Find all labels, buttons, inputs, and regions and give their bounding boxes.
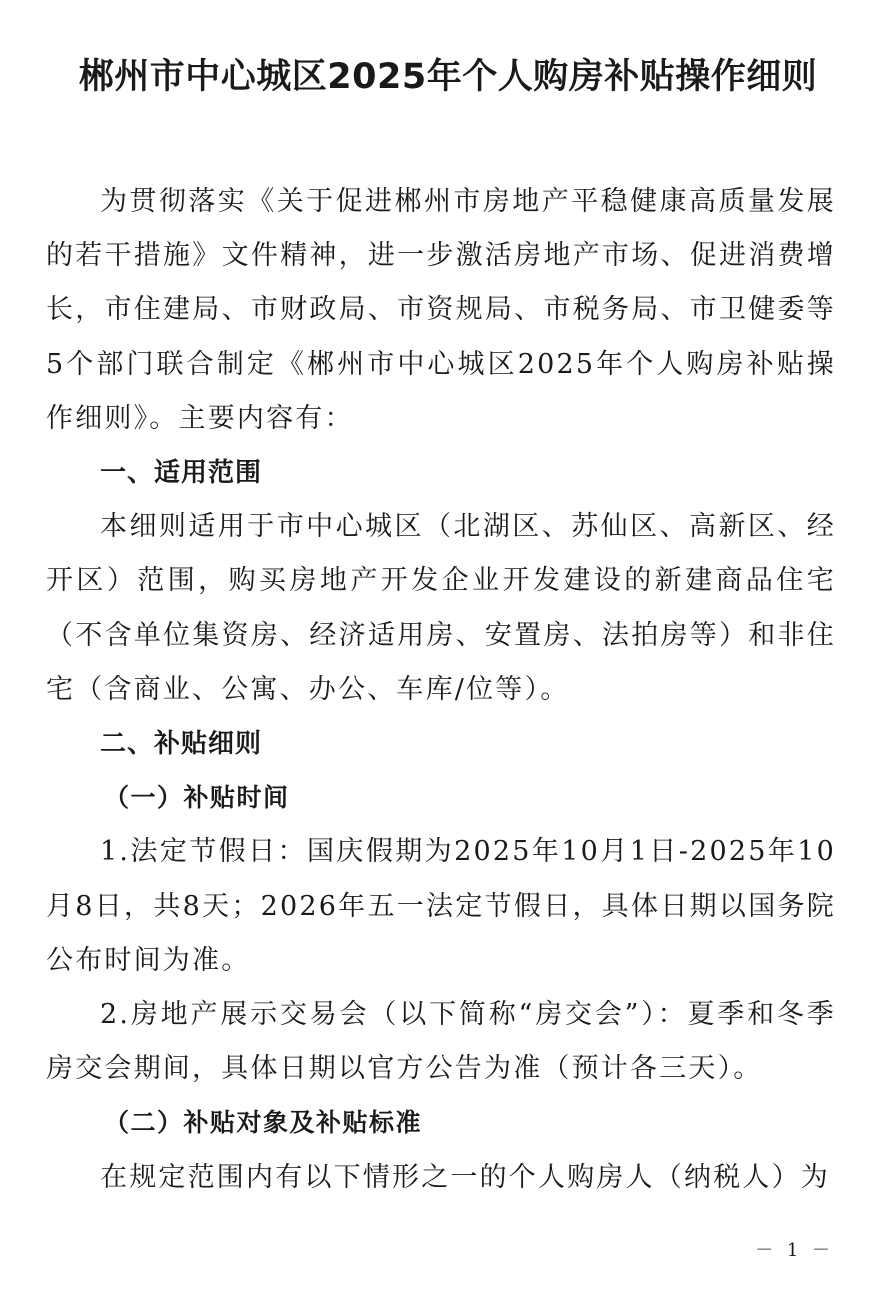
document-title: 郴州市中心城区2025年个人购房补贴操作细则 — [78, 57, 818, 97]
scope-paragraph: 本细则适用于市中心城区（北湖区、苏仙区、高新区、经开区）范围，购买房地产开发企业开发建设的新建商品住宅（不含单位集资房、经济适用房、安置房、法拍房等）和非住宅（含商业、公寓、办公、车库/位等）。 — [46, 511, 836, 705]
section-heading-scope: 一、适用范围 — [100, 458, 263, 489]
intro-paragraph: 为贯彻落实《关于促进郴州市房地产平稳健康高质量发展的若干措施》文件精神，进一步激活房地产市场、促进消费增长，市住建局、市财政局、市资规局、市税务局、市卫健委等5个部门联合制定《郴州市中心城区2025年个人购房补贴操作细则》。主要内容有： — [46, 186, 836, 434]
subsidy-time-item-1: 1.法定节假日：国庆假期为2025年10月1日-2025年10月8日，共8天；2026年五一法定节假日，具体日期以国务院公布时间为准。 — [46, 836, 836, 976]
subsection-heading-subsidy-targets: （二）补贴对象及补贴标准 — [104, 1108, 423, 1138]
section-heading-subsidy-rules: 二、补贴细则 — [100, 729, 263, 760]
subsection-heading-subsidy-time: （一）补贴时间 — [104, 783, 290, 813]
subsidy-targets-paragraph: 在规定范围内有以下情形之一的个人购房人（纳税人）为 — [100, 1161, 830, 1193]
page-number: － 1 － — [755, 1240, 834, 1261]
subsidy-time-item-2: 2.房地产展示交易会（以下简称“房交会”）：夏季和冬季房交会期间，具体日期以官方公告为准（预计各三天）。 — [46, 999, 836, 1085]
document-body — [46, 175, 836, 1205]
